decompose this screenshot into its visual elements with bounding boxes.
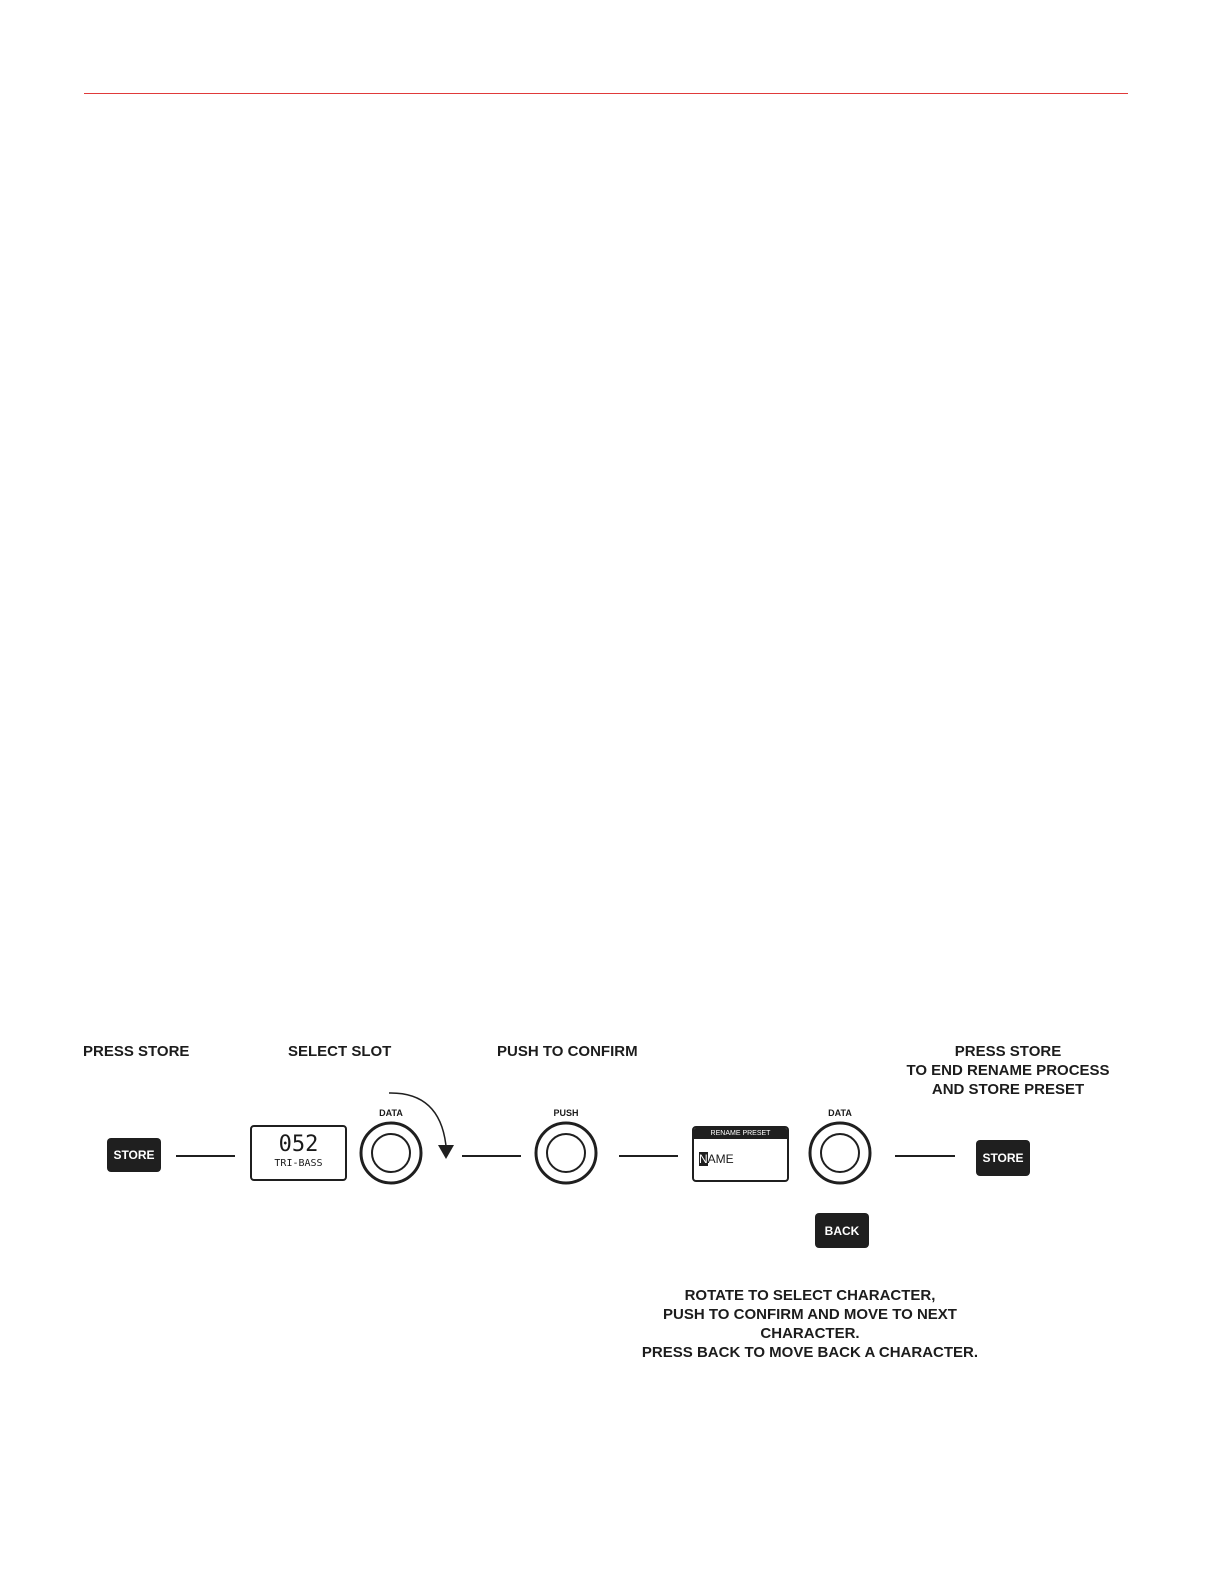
step-4-title: PRESS STORE TO END RENAME PROCESS AND STORE PRESET [906, 1043, 1110, 1098]
rotate-arrow-head [438, 1145, 454, 1159]
instruction-line-4: PRESS BACK TO MOVE BACK A CHARACTER. [641, 1344, 979, 1361]
data-knob-1-label: DATA [379, 1108, 403, 1118]
instruction-line-3: CHARACTER. [760, 1325, 860, 1342]
slot-number: 052 [278, 1132, 319, 1157]
push-knob-label: PUSH [553, 1108, 579, 1118]
rename-cursor-char: N [699, 1152, 708, 1166]
step-2-title: SELECT SLOT [288, 1043, 392, 1060]
data-knob-2 [810, 1123, 870, 1183]
push-knob [536, 1123, 596, 1183]
store-button-1[interactable]: STORE [107, 1138, 161, 1172]
data-knob-2-label: DATA [828, 1108, 852, 1118]
slot-preset-name: TRI-BASS [274, 1158, 323, 1169]
instructions [610, 1286, 1010, 1362]
data-knob-1 [361, 1123, 421, 1183]
rename-rest-chars: AME [707, 1152, 734, 1166]
rename-display-header: RENAME PRESET [694, 1128, 787, 1139]
slot-display [250, 1125, 347, 1181]
step-1-title: PRESS STORE [83, 1043, 190, 1060]
store-button-2[interactable]: STORE [976, 1140, 1030, 1176]
instruction-line-1: ROTATE TO SELECT CHARACTER, [684, 1287, 936, 1304]
rename-display-name [699, 1152, 734, 1166]
back-button[interactable]: BACK [815, 1213, 869, 1248]
step-3-title: PUSH TO CONFIRM [497, 1043, 638, 1060]
instruction-line-2: PUSH TO CONFIRM AND MOVE TO NEXT [663, 1306, 957, 1323]
rename-display [692, 1126, 789, 1182]
